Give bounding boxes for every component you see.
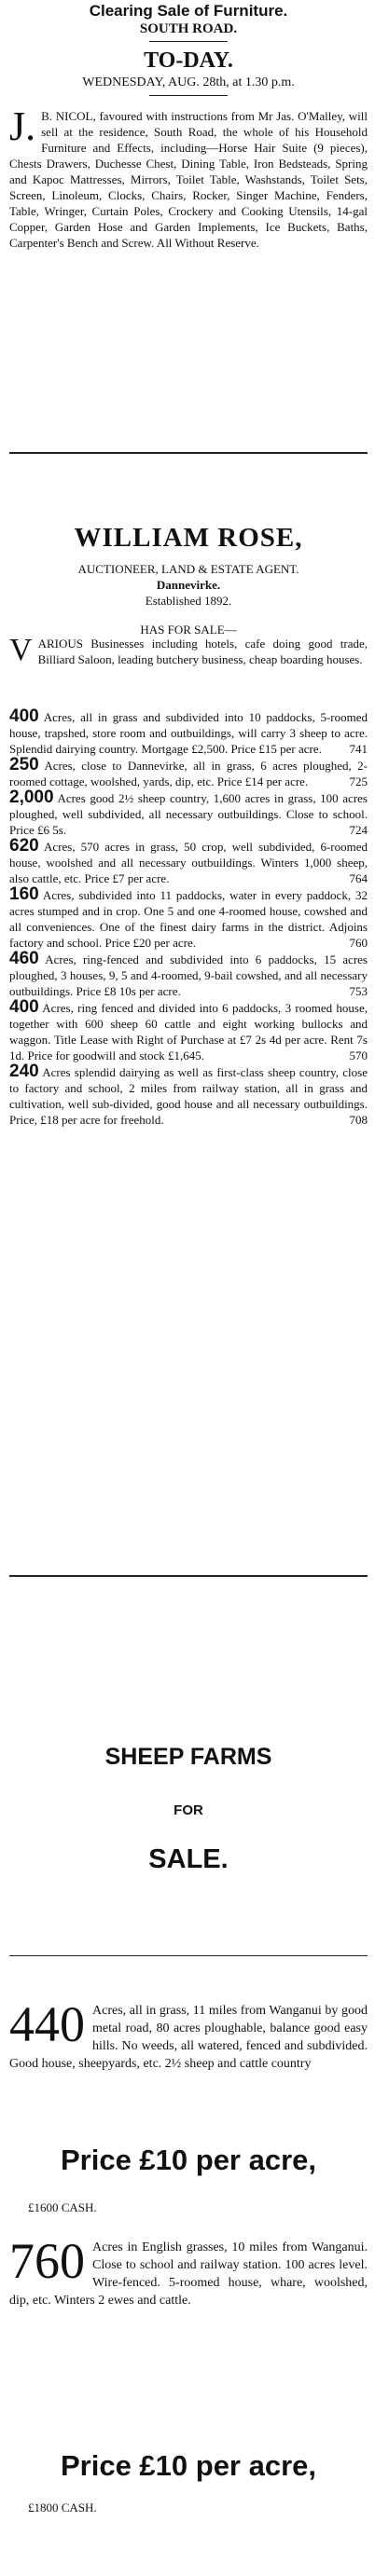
listing-text: Acres, subdivided into 11 paddocks, water in every paddock, 32 acres stumped and in crop. One 5 and one 4-roomed house, cowshed and all conveniences. One of the finest dairy farms in the district. Adjoins factory and school. Price £20 per acre. [9,888,368,950]
farm1-cash: £1600 CASH. [28,2200,97,2214]
ad-separator [9,1575,368,1577]
ad1-body [9,103,368,251]
listing-acres: 160 [9,884,39,904]
listing-item [9,1063,368,1128]
listing-item [9,951,368,999]
listing-item [9,708,368,757]
listing-text: Acres, all in grass and subdivided into 10 paddocks, 5-roomed house, trapshed, store room and outbuildings, will carry 3 sheep to acre. Splendid dairying country. Mortgage £2,500. Price £15 per acre. [9,710,368,756]
listing-acres: 460 [9,949,39,968]
listing-acres: 400 [9,997,39,1017]
listing-item [9,838,368,886]
listing-ref: 741 [349,742,368,756]
ad3-line2: FOR [174,1802,203,1818]
farm2-cash: £1800 CASH. [28,2501,97,2514]
ad2-title: AUCTIONEER, LAND & ESTATE AGENT. [77,562,299,576]
ad2-intro-cap: V [9,633,33,667]
ad-separator [9,452,368,454]
farm2-price: Price £10 per acre, [60,2449,317,2482]
ad2-has-for-sale: HAS FOR SALE— [140,623,237,637]
divider [149,41,228,42]
listing-ref: 708 [349,1113,368,1127]
listing-item [9,999,368,1063]
ad1-today: TO-DAY. [144,48,233,73]
listing-ref: 760 [349,936,368,950]
listing-item [9,757,368,789]
listing-ref: 725 [349,774,368,788]
listing-text: Acres, close to Dannevirke, all in grass, 6 acres ploughed, 2-roomed cottage, woolshed, yards, dip, etc. Price £14 per acre. [9,759,368,788]
farm1-price: Price £10 per acre, [60,2144,317,2176]
ad-furniture-sale [9,2,368,90]
ad2-intro [9,633,368,667]
farm2 [9,2233,368,2309]
ad2-town: Dannevirke. [156,578,221,592]
listing-ref: 764 [349,871,368,885]
ad1-location: SOUTH ROAD. [139,21,238,36]
farm1-acres: 440 [9,1996,85,2052]
listing-text: Acres, 570 acres in grass, 50 crop, well subdivided, 6-roomed house, woolshed and all necessary outbuildings. Winters 1,000 sheep, also cattle, etc. Price £7 per acre. [9,840,368,885]
listing-item [9,886,368,951]
listing-text: Acres splendid dairying as well as first-class sheep country, close to factory and school, 2 miles from railway station, all in grass and cultivation, well sub-divided, good house and all necessary outbuildings. Price, £18 per acre for freehold. [9,1065,368,1127]
farm2-text: Acres in English grasses, 10 miles from Wanganui. Close to school and railway station. 100 acres level. Wire-fenced. 5-roomed house, whare, woolshed, dip, etc. Winters 2 ewes and cattle. [9,2240,368,2308]
ad1-date: WEDNESDAY, AUG. 28th, at 1.30 p.m. [82,75,295,89]
ad2-listings [9,708,368,1128]
farm2-acres: 760 [9,2233,85,2289]
listing-ref: 753 [349,984,368,998]
listing-text: Acres, ring fenced and divided into 6 paddocks, 3 roomed house, together with 600 sheep 60 cattle and eight working bullocks and waggon. Title Lease with Right of Purchase at £7 2s 4d per acre. Rent 7s 1d. Price for goodwill and stock £1,645. [9,1001,368,1062]
listing-text: Acres, ring-fenced and subdivided into 6 paddocks, 15 acres ploughed, 3 houses, 9, 5 and 4-roomed, 9-bail cowshed, and all necessary outbuildings. Price £8 10s per acre. [9,952,368,998]
ad1-heading: Clearing Sale of Furniture. [89,2,288,20]
listing-acres: 250 [9,755,39,774]
listing-ref: 570 [349,1048,368,1062]
listing-acres: 400 [9,706,39,726]
listing-item [9,789,368,838]
ad3-line1: SHEEP FARMS [104,1744,272,1770]
ad-william-rose [9,522,368,637]
listing-acres: 240 [9,1062,39,1081]
divider [9,1955,368,1956]
farm1-text: Acres, all in grass, 11 miles from Wanganui by good metal road, 80 acres ploughable, balance good easy hills. No weeds, all watered, fenced and subdivided. Good house, sheepyards, etc. 2½ sheep and cattle country [9,2004,368,2071]
listing-acres: 620 [9,836,39,856]
ad2-established: Established 1892. [145,594,232,608]
listing-acres: 2,000 [9,788,54,807]
ad1-initial: J. [9,103,36,149]
ad1-body-text: B. NICOL, favoured with instructions from Mr Jas. O'Malley, will sell at the residence, South Road, the whole of his Household Furniture and Effects, including—Horse Hair Suite (9 pieces), Chests Drawers, Duchesse Chest, Dining Table, Iron Bedsteads, Spring and Kapoc Mattresses, Mirrors, Toilet Table, Washstands, Toilet Sets, Screen, Linoleum, Clocks, Chairs, Rocker, Singer Machine, Fenders, Table, Wringer, Curtain Poles, Crockery and Cooking Utensils, 14-gal Copper, Garden Hose and Garden Implements, Ice Buckets, Baths, Carpenter's Bench and Screw. All Without Reserve. [9,109,368,250]
farm1 [9,1996,368,2073]
ad2-firm: WILLIAM ROSE, [74,523,303,553]
listing-ref: 724 [349,823,368,837]
ad-sheep-farms [9,1743,368,1875]
ad2-intro-text: ARIOUS Businesses including hotels, cafe doing good trade, Billiard Saloon, leading butchery business, cheap boarding houses. [37,637,368,666]
listing-text: Acres good 2½ sheep country, 1,600 acres in grass, 100 acres ploughed, well subdivided, all necessary outbuildings. Close to school. Price £6 5s. [9,791,368,837]
divider [149,95,228,96]
ad3-line3: SALE. [148,1844,229,1874]
